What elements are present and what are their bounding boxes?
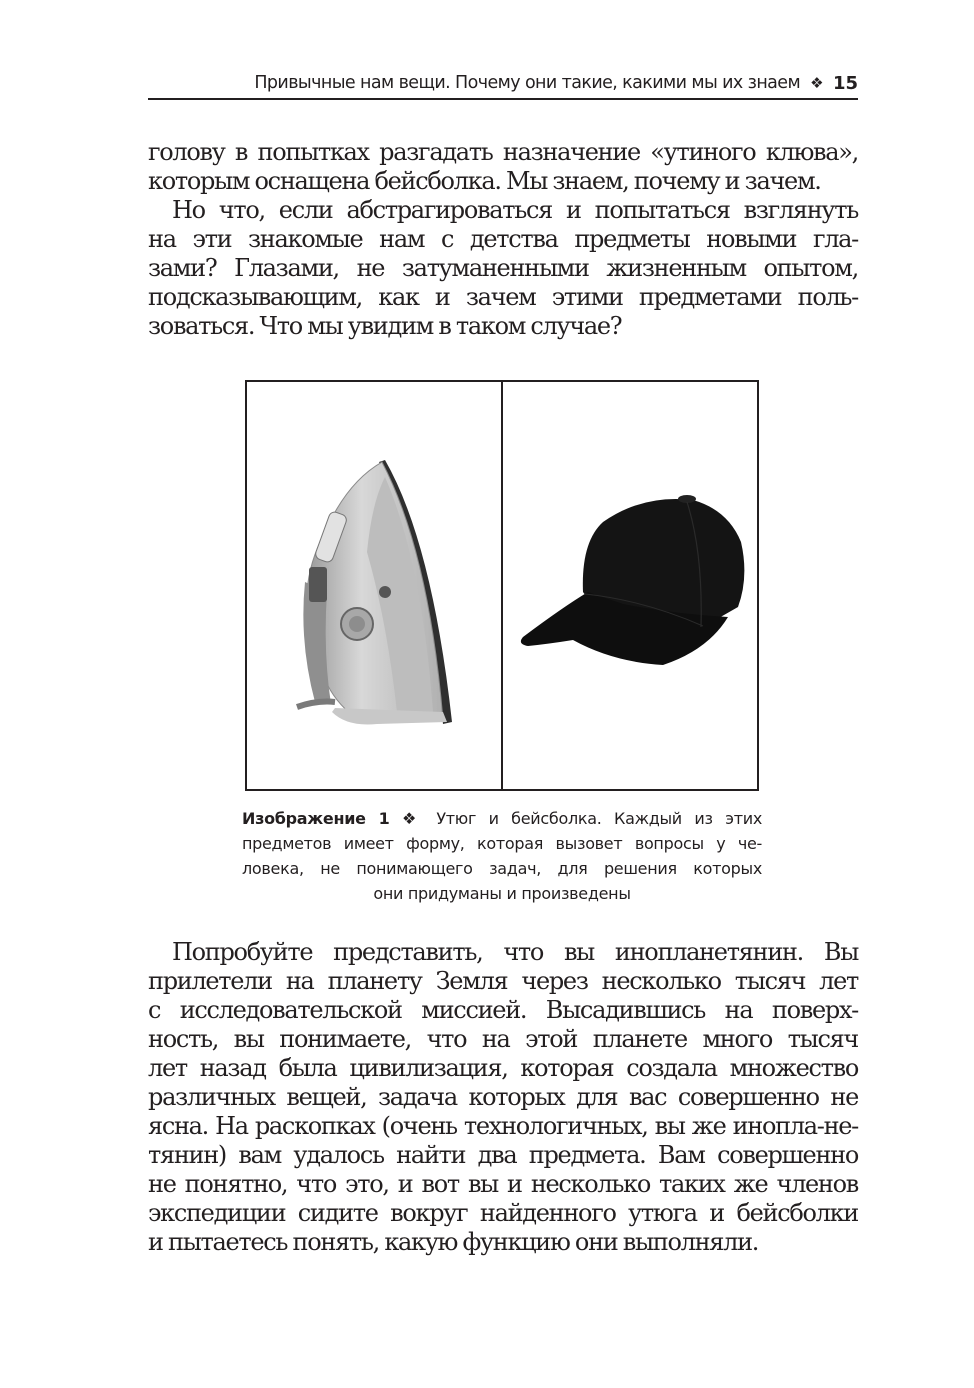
iron-image-icon — [247, 382, 501, 789]
caption-text: Утюг и бейсболка. Каждый из этих — [436, 809, 762, 828]
text-line: ясна. На раскопках (очень технологичных, вы же инопла-не- — [148, 1112, 858, 1140]
figure-1 — [245, 380, 759, 791]
text-line: Попробуйте представить, что вы инопланетянин. Вы — [172, 938, 858, 966]
figure-panel-cap — [503, 382, 757, 789]
page-number: 15 — [832, 72, 858, 94]
text-line: зами? Глазами, не затуманенными жизненным опытом, — [148, 254, 858, 282]
figure-caption — [242, 806, 762, 906]
ornament-icon: ❖ — [810, 74, 823, 92]
text-line: экспедиции сидите вокруг найденного утюга и бейсболки — [148, 1199, 858, 1227]
paragraph — [148, 196, 858, 341]
text-line: тянин) вам удалось найти два предмета. Вам совершенно — [148, 1141, 858, 1169]
text-line: и пытаетесь понять, какую функцию они выполняли. — [148, 1228, 759, 1256]
text-line: лет назад была цивилизация, которая создала множество — [148, 1054, 858, 1082]
baseball-cap-image-icon — [503, 382, 757, 789]
figure-panel-iron — [247, 382, 503, 789]
text-line: голову в попытках разгадать назначение «утиного клюва», — [148, 138, 858, 166]
text-line: с исследовательской миссией. Высадившись на поверх- — [148, 996, 858, 1024]
text-line: которым оснащена бейсболка. Мы знаем, почему и зачем. — [148, 167, 821, 195]
caption-label: Изображение 1 — [242, 809, 390, 828]
text-line: зоваться. Что мы увидим в таком случае? — [148, 312, 622, 340]
body-text-bottom — [148, 938, 858, 1257]
caption-line: предметов имеет форму, которая вызовет вопросы у че- — [242, 834, 762, 853]
body-text-top — [148, 138, 858, 341]
caption-line: они придуманы и произведены — [373, 884, 631, 903]
text-line: различных вещей, задача которых для вас совершенно не — [148, 1083, 858, 1111]
ornament-icon: ❖ — [402, 809, 424, 828]
paragraph — [148, 938, 858, 1257]
text-line: Но что, если абстрагироваться и попытаться взглянуть — [172, 196, 858, 224]
text-line: прилетели на планету Земля через несколько тысяч лет — [148, 967, 858, 995]
text-line: не понятно, что это, и вот вы и несколько таких же членов — [148, 1170, 858, 1198]
running-header — [148, 68, 858, 100]
text-line: ность, вы понимаете, что на этой планете много тысяч — [148, 1025, 858, 1053]
text-line: на эти знакомые нам с детства предметы новыми гла- — [148, 225, 858, 253]
running-title: Привычные нам вещи. Почему они такие, какими мы их знаем — [254, 73, 801, 93]
text-line: подсказывающим, как и зачем этими предметами поль- — [148, 283, 858, 311]
caption-line — [242, 806, 762, 831]
paragraph-continuation — [148, 138, 858, 196]
caption-line: ловека, не понимающего задач, для решения которых — [242, 859, 762, 878]
